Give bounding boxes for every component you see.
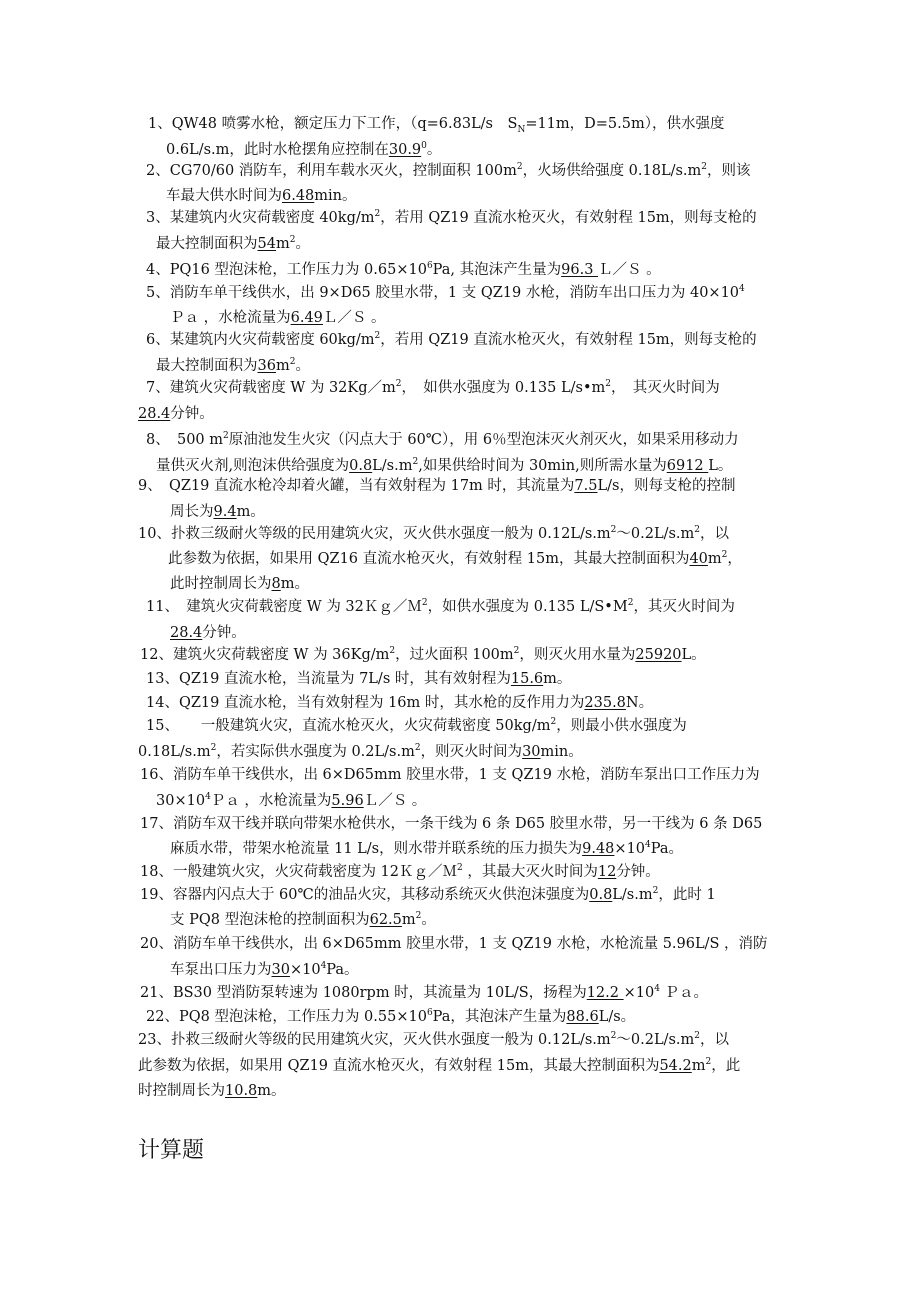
question-line: 13、QZ19 直流水枪，当流量为 7L/s 时，其有效射程为15.6m。 xyxy=(146,671,572,687)
question-line: 19、容器内闪点大于 60℃的油品火灾，其移动系统灭火供泡沫强度为$0.8L/s.m^2$，此时 1 xyxy=(140,886,716,903)
question-line: 20、消防车单干线供水，出 6×D65mm 胶里水带，1 支 QZ19 水枪，水枪流量 5.96L/S ，消防 xyxy=(140,936,768,952)
question-line: Ｐａ ，水枪流量为6.49Ｌ／Ｓ 。 xyxy=(170,310,386,326)
section-heading: 计算题 xyxy=(138,1138,205,1163)
question-line: 21、BS30 型消防泵转速为 1080rpm 时，其流量为 10L/S，扬程为$12.2 \times 10^4$ Ｐａ。 xyxy=(140,984,709,1001)
question-line: 6、某建筑内火灾荷载密度 $60kg/m^2$，若用 QZ19 直流水枪灭火，有效射程 15m，则每支枪的 xyxy=(146,331,757,348)
question-line: 2、CG70/60 消防车，利用车载水灭火，控制面积 $100m^2$，火场供给强度 $0.18L/s.m^2$，则该 xyxy=(146,162,751,179)
question-line: 7、建筑火灾荷载密度 W 为 $32Kg/m^2$， 如供水强度为 0.135 $L/s•m^2$， 其灭火时间为 xyxy=(146,379,720,396)
question-line: 11、 建筑火灾荷载密度 W 为 32Ｋｇ／Ｍ$^2$，如供水强度为 0.135 $L/S•M^2$，其灭火时间为 xyxy=(146,598,735,615)
question-line: 23、扑救三级耐火等级的民用建筑火灾，灭火供水强度一般为 $0.12L/s.m^2\sim 0.2L/s.m^2$，以 xyxy=(138,1031,730,1048)
question-line: 18、一般建筑火灾，火灾荷载密度为 12Ｋｇ／Ｍ$^2$ ，其最大灭火时间为12分钟。 xyxy=(140,863,660,880)
question-line: 22、PQ8 型泡沫枪，工作压力为 $0.55\times 10^6Pa$，其泡沫产生量为88.6L/s。 xyxy=(146,1008,636,1025)
question-line: 周长为9.4m。 xyxy=(170,504,265,520)
question-line: 最大控制面积为$36m^2$。 xyxy=(156,357,310,374)
question-line: 14、QZ19 直流水枪，当有效射程为 16m 时，其水枪的反作用力为235.8N。 xyxy=(146,695,654,711)
question-line: 量供灭火剂,则泡沫供给强度为$0.8L/s.m^2$,如果供给时间为 30min,则所需水量为6912 L。 xyxy=(156,457,733,474)
question-line: 3、某建筑内火灾荷载密度 $40kg/m^2$，若用 QZ19 直流水枪灭火，有效射程 15m，则每支枪的 xyxy=(146,209,757,226)
question-line: 28.4分钟。 xyxy=(170,625,246,641)
question-line: 最大控制面积为$54m^2$。 xyxy=(156,235,310,252)
question-line: 时控制周长为10.8m。 xyxy=(138,1083,286,1099)
question-line: 9、 QZ19 直流水枪冷却着火罐，当有效射程为 17m 时，其流量为7.5L/s，则每支枪的控制 xyxy=(138,478,736,494)
question-line: 此时控制周长为8m。 xyxy=(170,576,309,592)
question-line: 12、建筑火灾荷载密度 W 为 $36Kg/m^2$，过火面积 $100m^2$，则灭火用水量为25920L。 xyxy=(140,646,706,663)
question-line: 1、QW48 喷雾水枪，额定压力下工作，（q=6.83L/s $S_N=11m$，D=5.5m），供水强度 xyxy=(148,116,725,135)
question-line: 麻质水带，带架水枪流量 11 L/s，则水带并联系统的压力损失为$9.48\times 10^4Pa$。 xyxy=(170,840,684,857)
question-line: $0.18L/s.m^2$，若实际供水强度为 $0.2L/s.m^2$，则灭火时间为30min。 xyxy=(138,743,583,760)
question-line: 0.6L/s.m，此时水枪摆角应控制在30.9$^0$。 xyxy=(166,141,442,158)
question-line: 支 PQ8 型泡沫枪的控制面积为$62.5m^2$。 xyxy=(170,911,436,928)
question-line: 4、PQ16 型泡沫枪，工作压力为 $0.65\times 10^6Pa$, 其泡沫产生量为96.3 Ｌ／Ｓ 。 xyxy=(146,261,661,278)
question-line: 车泵出口压力为$30\times 10^4Pa$。 xyxy=(170,961,359,978)
question-line: 15、 一般建筑火灾，直流水枪灭火，火灾荷载密度 $50kg/m^2$，则最小供水强度为 xyxy=(146,717,687,734)
question-line: 10、扑救三级耐火等级的民用建筑火灾，灭火供水强度一般为 $0.12L/s.m^2\sim 0.2L/s.m^2$，以 xyxy=(138,525,730,542)
question-line: 车最大供水时间为6.48min。 xyxy=(166,188,357,204)
question-line: 17、消防车双干线并联向带架水枪供水，一条干线为 6 条 D65 胶里水带，另一干线为 6 条 D65 xyxy=(140,816,763,832)
question-line: 28.4分钟。 xyxy=(138,406,214,422)
question-line: 此参数为依据，如果用 QZ19 直流水枪灭火，有效射程 15m，其最大控制面积为$54.2m^2$，此 xyxy=(138,1057,741,1074)
question-line: $30\times 10^4Pa$ ，水枪流量为5.96Ｌ／Ｓ 。 xyxy=(156,792,427,809)
question-line: 16、消防车单干线供水，出 6×D65mm 胶里水带，1 支 QZ19 水枪，消防车泵出口工作压力为 xyxy=(140,767,760,783)
question-line: 5、消防车单干线供水，出 9×D65 胶里水带，1 支 QZ19 水枪，消防车出口压力为 $40\times 10^4$ xyxy=(146,284,745,301)
question-line: 8、 500 $m^2$原油池发生火灾（闪点大于 60℃），用 6％型泡沫灭火剂灭火，如果采用移动力 xyxy=(146,431,739,448)
question-line: 此参数为依据，如果用 QZ16 直流水枪灭火，有效射程 15m，其最大控制面积为$40m^2$， xyxy=(168,550,742,567)
